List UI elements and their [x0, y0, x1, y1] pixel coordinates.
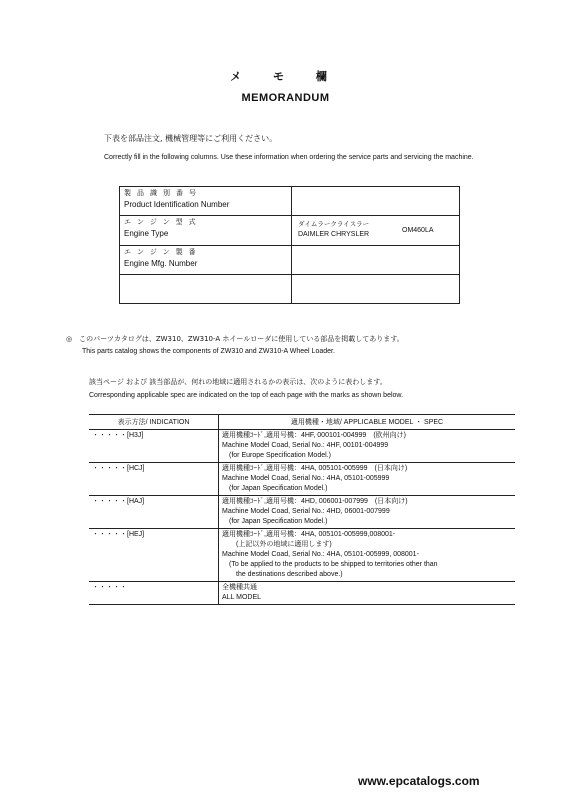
spec-line: (for Japan Specification Model.): [222, 518, 328, 525]
engine-model: OM460LA: [402, 227, 434, 234]
spec-model-cell: [219, 529, 516, 582]
ident-label-jp: 製品識別番号: [124, 190, 202, 197]
ident-value-cell[interactable]: [292, 187, 460, 216]
spec-line: Machine Model Coad, Serial No.: 4HF, 00101-004999: [222, 442, 389, 449]
ident-value-cell[interactable]: [292, 216, 460, 246]
ident-label-jp: エンジン型式: [124, 219, 202, 226]
spec-line: ALL MODEL: [222, 594, 262, 601]
ident-label: Product Identification Number: [124, 200, 230, 209]
ident-label: Engine Mfg. Number: [124, 259, 198, 268]
spec-line: (for Japan Specification Model.): [222, 485, 328, 492]
spec-line: (for Europe Specification Model.): [222, 452, 331, 459]
spec-header-model: 適用機種・地域/ APPLICABLE MODEL ・ SPEC: [219, 415, 516, 430]
spec-line: 適用機種ｺｰﾄﾞ,適用号機：4HD, 006001-007999 (日本向け): [222, 498, 408, 505]
ident-label-cell: [120, 187, 292, 216]
engine-maker: DAIMLER CHRYSLER: [298, 231, 370, 238]
page-title-jp: メ モ 欄: [230, 70, 341, 83]
spec-indication: ・・・・・[H3J]: [89, 430, 219, 463]
spec-model-cell: [219, 496, 516, 529]
table-row: [89, 582, 515, 605]
ident-label-cell: [120, 216, 292, 246]
ident-label-cell: [120, 275, 292, 304]
spec-line: Machine Model Coad, Serial No.: 4HD, 06001-007999: [222, 508, 390, 515]
ident-label-jp: エンジン製番: [124, 249, 202, 256]
engine-maker-jp: ダイムラークライスラー: [298, 221, 370, 228]
catalog-note-jp: ◎ このパーツカタログは、ZW310、ZW310-A ホイールローダに使用している部品を掲載してあります。: [66, 335, 404, 343]
spec-model-cell: [219, 582, 516, 605]
spec-indication: ・・・・・[HCJ]: [89, 463, 219, 496]
spec-line: 全機種共通: [222, 584, 257, 591]
spec-line: (上記以外の地域に適用します): [222, 541, 332, 548]
spec-line: 適用機種ｺｰﾄﾞ,適用号機：4HA, 005101-005999,008001-: [222, 531, 396, 538]
spec-line: (To be applied to the products to be shipped to territories other than: [222, 561, 438, 568]
indication-note: Corresponding applicable spec are indicated on the top of each page with the marks as shown below.: [89, 392, 404, 399]
intro-text: Correctly fill in the following columns. Use these information when ordering the service parts and servicing the machine.: [104, 154, 474, 161]
ident-value-cell[interactable]: [292, 275, 460, 304]
ident-value-cell[interactable]: [292, 246, 460, 275]
catalog-note: This parts catalog shows the components of ZW310 and ZW310-A Wheel Loader.: [82, 348, 335, 355]
table-row: [89, 529, 515, 582]
intro-text-jp: 下表を部品注文, 機械管理等にご利用ください。: [104, 134, 278, 143]
table-row: [89, 430, 515, 463]
spec-indication: ・・・・・[HEJ]: [89, 529, 219, 582]
spec-header-indication: 表示方法/ INDICATION: [89, 415, 219, 430]
spec-indication: ・・・・・[HAJ]: [89, 496, 219, 529]
ident-label: Engine Type: [124, 229, 169, 238]
spec-line: the destinations described above.): [222, 571, 343, 578]
spec-line: 適用機種ｺｰﾄﾞ,適用号機：4HF, 000101-004999 (欧州向け): [222, 432, 406, 439]
spec-model-cell: [219, 463, 516, 496]
indication-note-jp: 該当ページ および 該当部品が、何れの地域に適用されるかの表示は、次のように表わします。: [89, 378, 387, 386]
page-title: MEMORANDUM: [241, 92, 330, 104]
spec-indication: ・・・・・: [89, 582, 219, 605]
identification-table: [119, 186, 460, 304]
watermark-link[interactable]: www.epcatalogs.com: [358, 774, 480, 788]
table-row: [89, 496, 515, 529]
spec-line: 適用機種ｺｰﾄﾞ,適用号機：4HA, 005101-005999 (日本向け): [222, 465, 408, 472]
spec-table: [89, 414, 515, 605]
table-row: [89, 463, 515, 496]
ident-label-cell: [120, 246, 292, 275]
spec-line: Machine Model Coad, Serial No.: 4HA, 05101-005999: [222, 475, 390, 482]
spec-line: Machine Model Coad, Serial No.: 4HA, 05101-005999, 008001-: [222, 551, 419, 558]
spec-model-cell: [219, 430, 516, 463]
